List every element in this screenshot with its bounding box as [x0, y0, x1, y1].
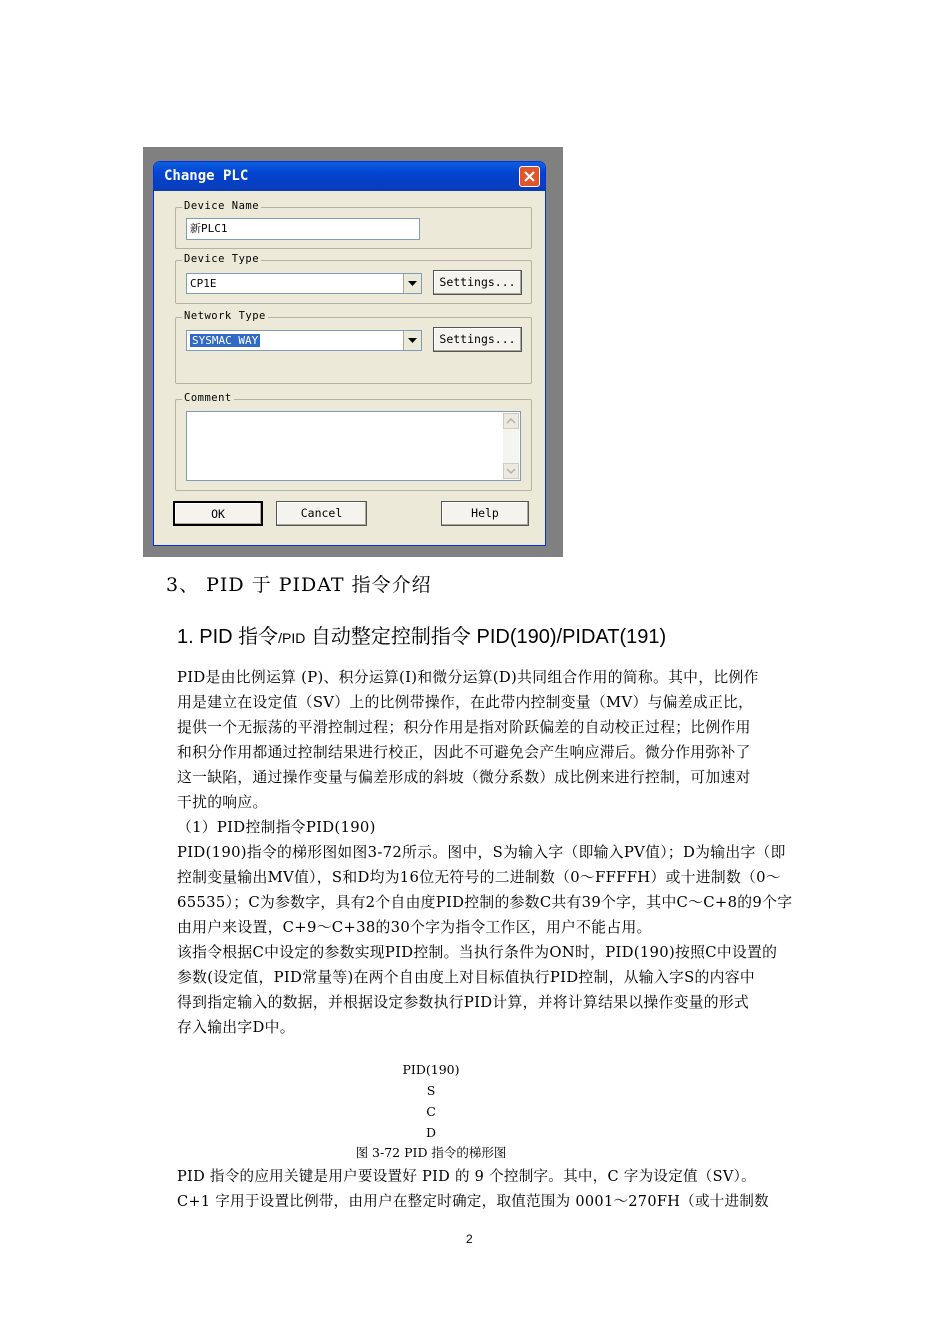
device-type-dropdown-button[interactable]: [403, 274, 421, 293]
ladder-operand-c: C: [426, 1104, 436, 1119]
cancel-button[interactable]: [276, 501, 367, 526]
comment-scrollbar[interactable]: [503, 413, 519, 479]
paragraph-line: C+1 字用于设置比例带，由用户在整定时确定，取值范围为 0001～270FH（或十进制数: [177, 1194, 769, 1210]
help-button[interactable]: [441, 501, 529, 526]
network-type-value: SYSMAC WAY: [192, 334, 259, 347]
chevron-down-icon: [504, 464, 518, 478]
paragraph-line: PID(190)指令的梯形图如图3-72所示。图中，S为输入字（即输入PV值）；D为输出字（即: [177, 844, 786, 861]
paragraph-line: 控制变量输出MV值），S和D均为16位无符号的二进制数（0～FFFFH）或十进制数（0～: [177, 869, 781, 886]
network-type-settings-button[interactable]: [433, 327, 522, 352]
device-name-group: [175, 200, 532, 249]
device-type-settings-button[interactable]: [433, 270, 522, 295]
chevron-down-icon: [408, 338, 417, 344]
section-heading: 3、 PID 于 PIDAT 指令介绍: [166, 574, 432, 596]
paragraph-line: 和积分作用都通过控制结果进行校正，因此不可避免会产生响应滞后。微分作用弥补了: [177, 744, 751, 761]
ladder-instruction: PID(190): [402, 1062, 460, 1077]
dialog-title: Change PLC: [164, 168, 249, 184]
network-type-group: [175, 310, 532, 384]
ladder-operand-d: D: [425, 1125, 437, 1140]
paragraph-line: 得到指定输入的数据，并根据设定参数执行PID计算，并将计算结果以操作变量的形式: [177, 994, 750, 1011]
close-button[interactable]: [519, 166, 540, 187]
scroll-down-button[interactable]: [503, 463, 519, 479]
device-type-settings-label: Settings...: [439, 275, 516, 289]
dialog-titlebar: [154, 162, 545, 191]
ok-button[interactable]: [173, 501, 263, 526]
comment-group: [175, 392, 532, 491]
paragraph-line: 干扰的响应。: [177, 794, 268, 811]
figure-caption: 图 3-72 PID 指令的梯形图: [355, 1145, 507, 1160]
paragraph-line: 提供一个无振荡的平滑控制过程；积分作用是指对阶跃偏差的自动校正过程；比例作用: [177, 719, 751, 736]
paragraph-line: 65535）；C为参数字，具有2个自由度PID控制的参数C共有39个字，其中C～C+8的9个字: [177, 894, 793, 911]
paragraph-line: 存入输出字D中。: [177, 1019, 295, 1036]
page-number: 2: [466, 1232, 473, 1246]
sub-heading-part3: 自动整定控制指令 PID(190)/PIDAT(191): [305, 626, 667, 648]
cancel-label: Cancel: [300, 506, 343, 520]
paragraph-line: 这一缺陷，通过操作变量与偏差形成的斜坡（微分系数）成比例来进行控制，可加速对: [177, 769, 751, 786]
paragraph-line: 参数(设定值，PID常量等)在两个自由度上对目标值执行PID控制，从输入字S的内容中: [177, 969, 755, 986]
device-name-label: Device Name: [184, 200, 260, 212]
change-plc-dialog: [153, 161, 546, 546]
sub-heading: [177, 620, 666, 649]
network-type-dropdown-button[interactable]: [403, 331, 421, 350]
help-label: Help: [471, 506, 499, 520]
chevron-down-icon: [408, 281, 417, 287]
network-type-settings-label: Settings...: [439, 332, 516, 346]
device-name-input[interactable]: 新PLC1: [186, 218, 420, 240]
sub-heading-part2: /PID: [278, 630, 306, 646]
device-type-select[interactable]: [186, 273, 422, 294]
ladder-operand-s: S: [426, 1083, 436, 1098]
comment-label: Comment: [184, 392, 232, 404]
chevron-up-icon: [504, 414, 518, 428]
paragraph-line: 用是建立在设定值（SV）上的比例带操作，在此带内控制变量（MV）与偏差成正比，: [177, 694, 754, 711]
device-type-group: [175, 253, 532, 304]
paragraph-line: （1）PID控制指令PID(190): [177, 819, 376, 836]
paragraph-line: PID是由比例运算 (P)、积分运算(I)和微分运算(D)共同组合作用的简称。其中，比例作: [177, 669, 759, 686]
sub-heading-part1: 1. PID 指令: [177, 626, 279, 648]
paragraph-line: PID 指令的应用关键是用户要设置好 PID 的 9 个控制字。其中，C 字为设定值（SV）。: [177, 1169, 756, 1185]
dialog-screenshot: [143, 147, 563, 557]
close-icon: [523, 170, 536, 183]
ok-label: OK: [211, 507, 225, 521]
network-type-label: Network Type: [184, 310, 266, 322]
comment-textarea[interactable]: [186, 411, 521, 481]
device-type-label: Device Type: [184, 253, 260, 265]
network-type-select[interactable]: [186, 330, 422, 351]
device-type-value: CP1E: [190, 277, 217, 290]
paragraph-line: 由用户来设置，C+9～C+38的30个字为指令工作区，用户不能占用。: [177, 919, 652, 936]
scroll-up-button[interactable]: [503, 413, 519, 429]
paragraph-line: 该指令根据C中设定的参数实现PID控制。当执行条件为ON时，PID(190)按照C中设置的: [177, 944, 778, 961]
